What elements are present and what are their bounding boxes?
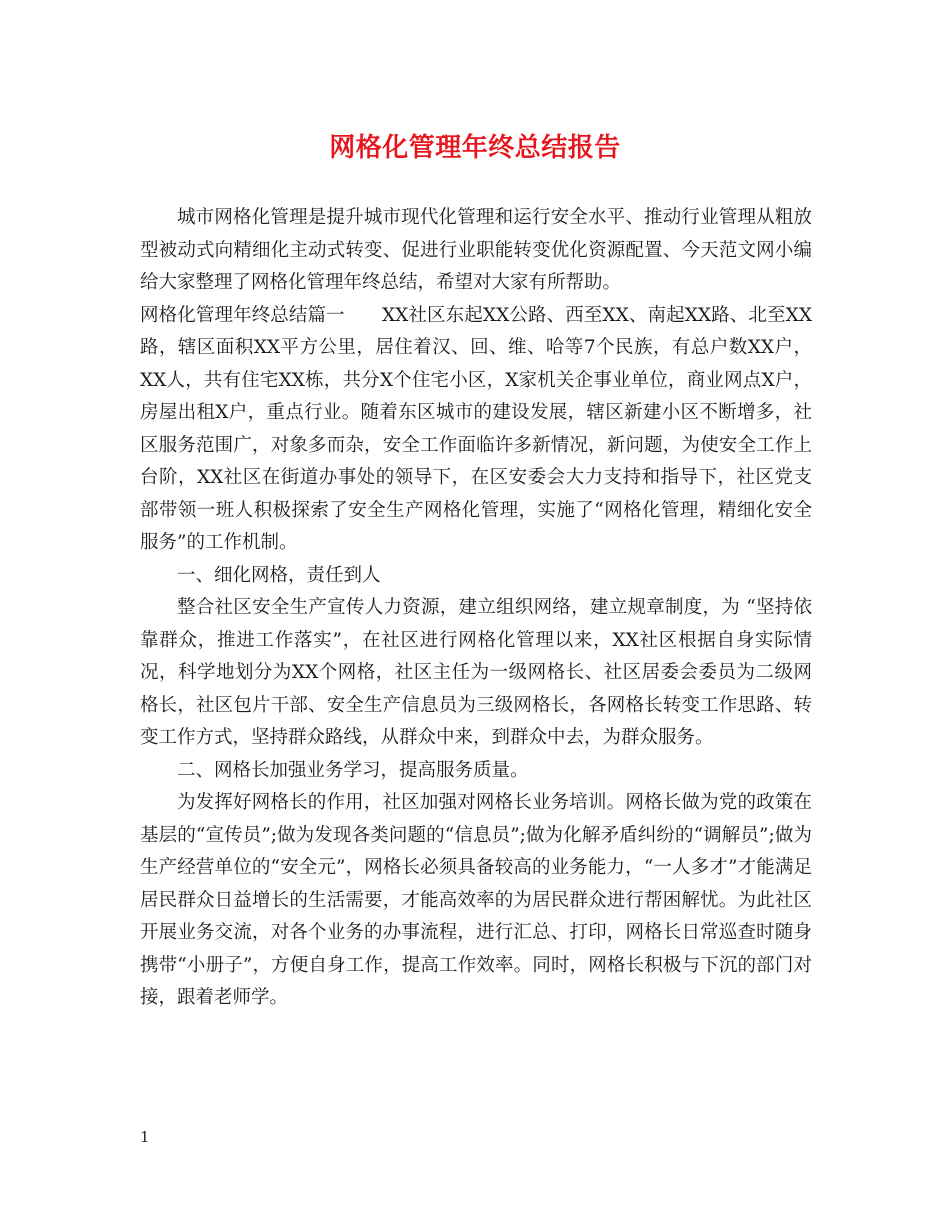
heading-strengthen-learning: 二、网格长加强业务学习，提高服务质量。: [177, 759, 529, 781]
page-number: 1: [140, 1128, 150, 1146]
document-title: 网格化管理年终总结报告: [329, 133, 621, 163]
training-paragraph: 为发挥好网格长的作用，社区加强对网格长业务培训。网格长做为党的政策在基层的“宣传员”;做为发现各类问题的“信息员”;做为化解矛盾纠纷的“调解员”;做为生产经营单位的“安全元”，网格长必须具备较高的业务能力，“一人多才”才能满足居民群众日益增长的生活需要，才能高效率的为居民群众进行帮困解忧。为此社区开展业务交流，对各个业务的办事流程，进行汇总、打印，网格长日常巡查时随身携带“小册子”，方便自身工作，提高工作效率。同时，网格长积极与下沉的部门对接，跟着老师学。: [140, 792, 812, 1008]
section-one-paragraph: 网格化管理年终总结篇一 XX社区东起XX公路、西至XX、南起XX路、北至XX路，辖区面积XX平方公里，居住着汉、回、维、哈等7个民族，有总户数XX户，XX人，共有住宅XX栋，共分X个住宅小区，X家机关企事业单位，商业网点X户，房屋出租X户，重点行业。随着东区城市的建设发展，辖区新建小区不断增多，社区服务范围广，对象多而杂，安全工作面临许多新情况，新问题，为使安全工作上台阶，XX社区在街道办事处的领导下，在区安委会大力支持和指导下，社区党支部带领一班人积极探索了安全生产网格化管理，实施了“网格化管理，精细化安全服务”的工作机制。: [140, 304, 812, 553]
intro-paragraph: 城市网格化管理是提升城市现代化管理和运行安全水平、推动行业管理从粗放型被动式向精细化主动式转变、促进行业职能转变优化资源配置、今天范文网小编给大家整理了网格化管理年终总结，希望对大家有所帮助。: [140, 207, 812, 293]
document-body: [140, 202, 812, 1015]
heading-refine-grid: 一、细化网格，责任到人: [177, 564, 381, 586]
grid-paragraph: 整合社区安全生产宣传人力资源，建立组织网络，建立规章制度，为 “坚持依靠群众，推进工作落实”，在社区进行网格化管理以来，XX社区根据自身实际情况，科学地划分为XX个网格，社区主任为一级网格长、社区居委会委员为二级网格长，社区包片干部、安全生产信息员为三级网格长，各网格长转变工作思路、转变工作方式，坚持群众路线，从群众中来，到群众中去，为群众服务。: [140, 597, 812, 748]
